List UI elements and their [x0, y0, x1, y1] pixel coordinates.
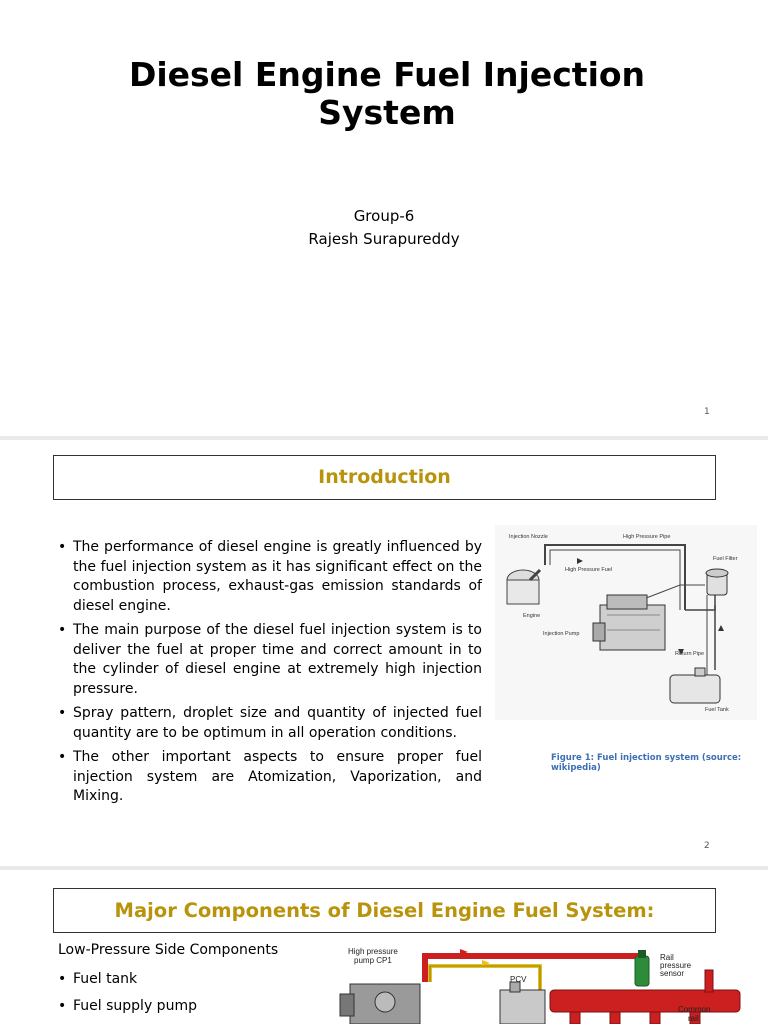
label-return-pipe: Return Pipe: [675, 651, 705, 657]
label-rail-sensor: sensor: [660, 969, 685, 978]
section-heading: Major Components of Diesel Engine Fuel System:: [114, 899, 655, 922]
high-pressure-pump-icon: [340, 984, 420, 1024]
list-item: • Spray pattern, droplet size and quantity of injected fuel quantity are to be optimum in all operation conditions.: [58, 704, 482, 743]
section-heading: Introduction: [318, 466, 451, 488]
label-rail: Rail: [660, 953, 674, 962]
figure-caption: Figure 1: Fuel injection system (source: wikipedia): [551, 753, 742, 773]
label-hp-pump-2: pump CP1: [354, 956, 392, 965]
label-fuel-filter: Fuel Filter: [713, 556, 738, 562]
label-rail-pressure: pressure: [660, 961, 692, 970]
group-label: Group-6: [353, 207, 415, 225]
list-item: • The main purpose of the diesel fuel injection system is to deliver the fuel at proper time and correct amount in to the cylinder of diesel engine at extremely high injection pressure.: [58, 621, 482, 699]
list-item: • Fuel supply pump: [58, 995, 298, 1017]
page-number: 2: [704, 841, 710, 851]
common-rail-diagram: [330, 942, 742, 1024]
label-hp-pump: High pressure: [348, 947, 398, 956]
label-injection-nozzle: Injection Nozzle: [509, 534, 548, 540]
heading-box: [53, 888, 716, 933]
label-high-pressure-pipe: High Pressure Pipe: [623, 534, 671, 540]
heading-box: [53, 455, 716, 500]
label-common: Common: [678, 1005, 711, 1014]
label-high-pressure-fuel: High Pressure Fuel: [565, 567, 613, 573]
list-item: • Fuel tank: [58, 968, 298, 990]
fuel-injection-diagram: [495, 525, 757, 720]
slide-2: [0, 440, 768, 866]
slide-title: Diesel Engine Fuel Injection System: [128, 55, 646, 132]
common-rail-icon: [550, 990, 740, 1024]
slide-1: [0, 0, 768, 436]
label-rail-2: rail: [688, 1014, 699, 1023]
label-fuel-tank: Fuel Tank: [705, 707, 729, 713]
component-bullet-list: [58, 968, 298, 1022]
author-name: Rajesh Surapureddy: [308, 230, 460, 248]
intro-bullet-list: [58, 538, 482, 812]
list-item: • The other important aspects to ensure proper fuel injection system are Atomization, Vaporization, and Mixing.: [58, 748, 482, 807]
fuel-filter-icon: [706, 569, 728, 595]
subheading: Low-Pressure Side Components: [58, 942, 279, 958]
engine-icon: [507, 570, 540, 604]
label-pcv: PCV: [510, 975, 527, 984]
list-item: • The performance of diesel engine is greatly influenced by the fuel injection system as it has significant effect on the combustion process, exhaust-gas emission standards of diesel engine.: [58, 538, 482, 616]
label-injection-pump: Injection Pump: [543, 631, 580, 637]
page-number: 1: [704, 407, 710, 417]
label-engine: Engine: [523, 613, 541, 619]
slide-3: [0, 870, 768, 1024]
